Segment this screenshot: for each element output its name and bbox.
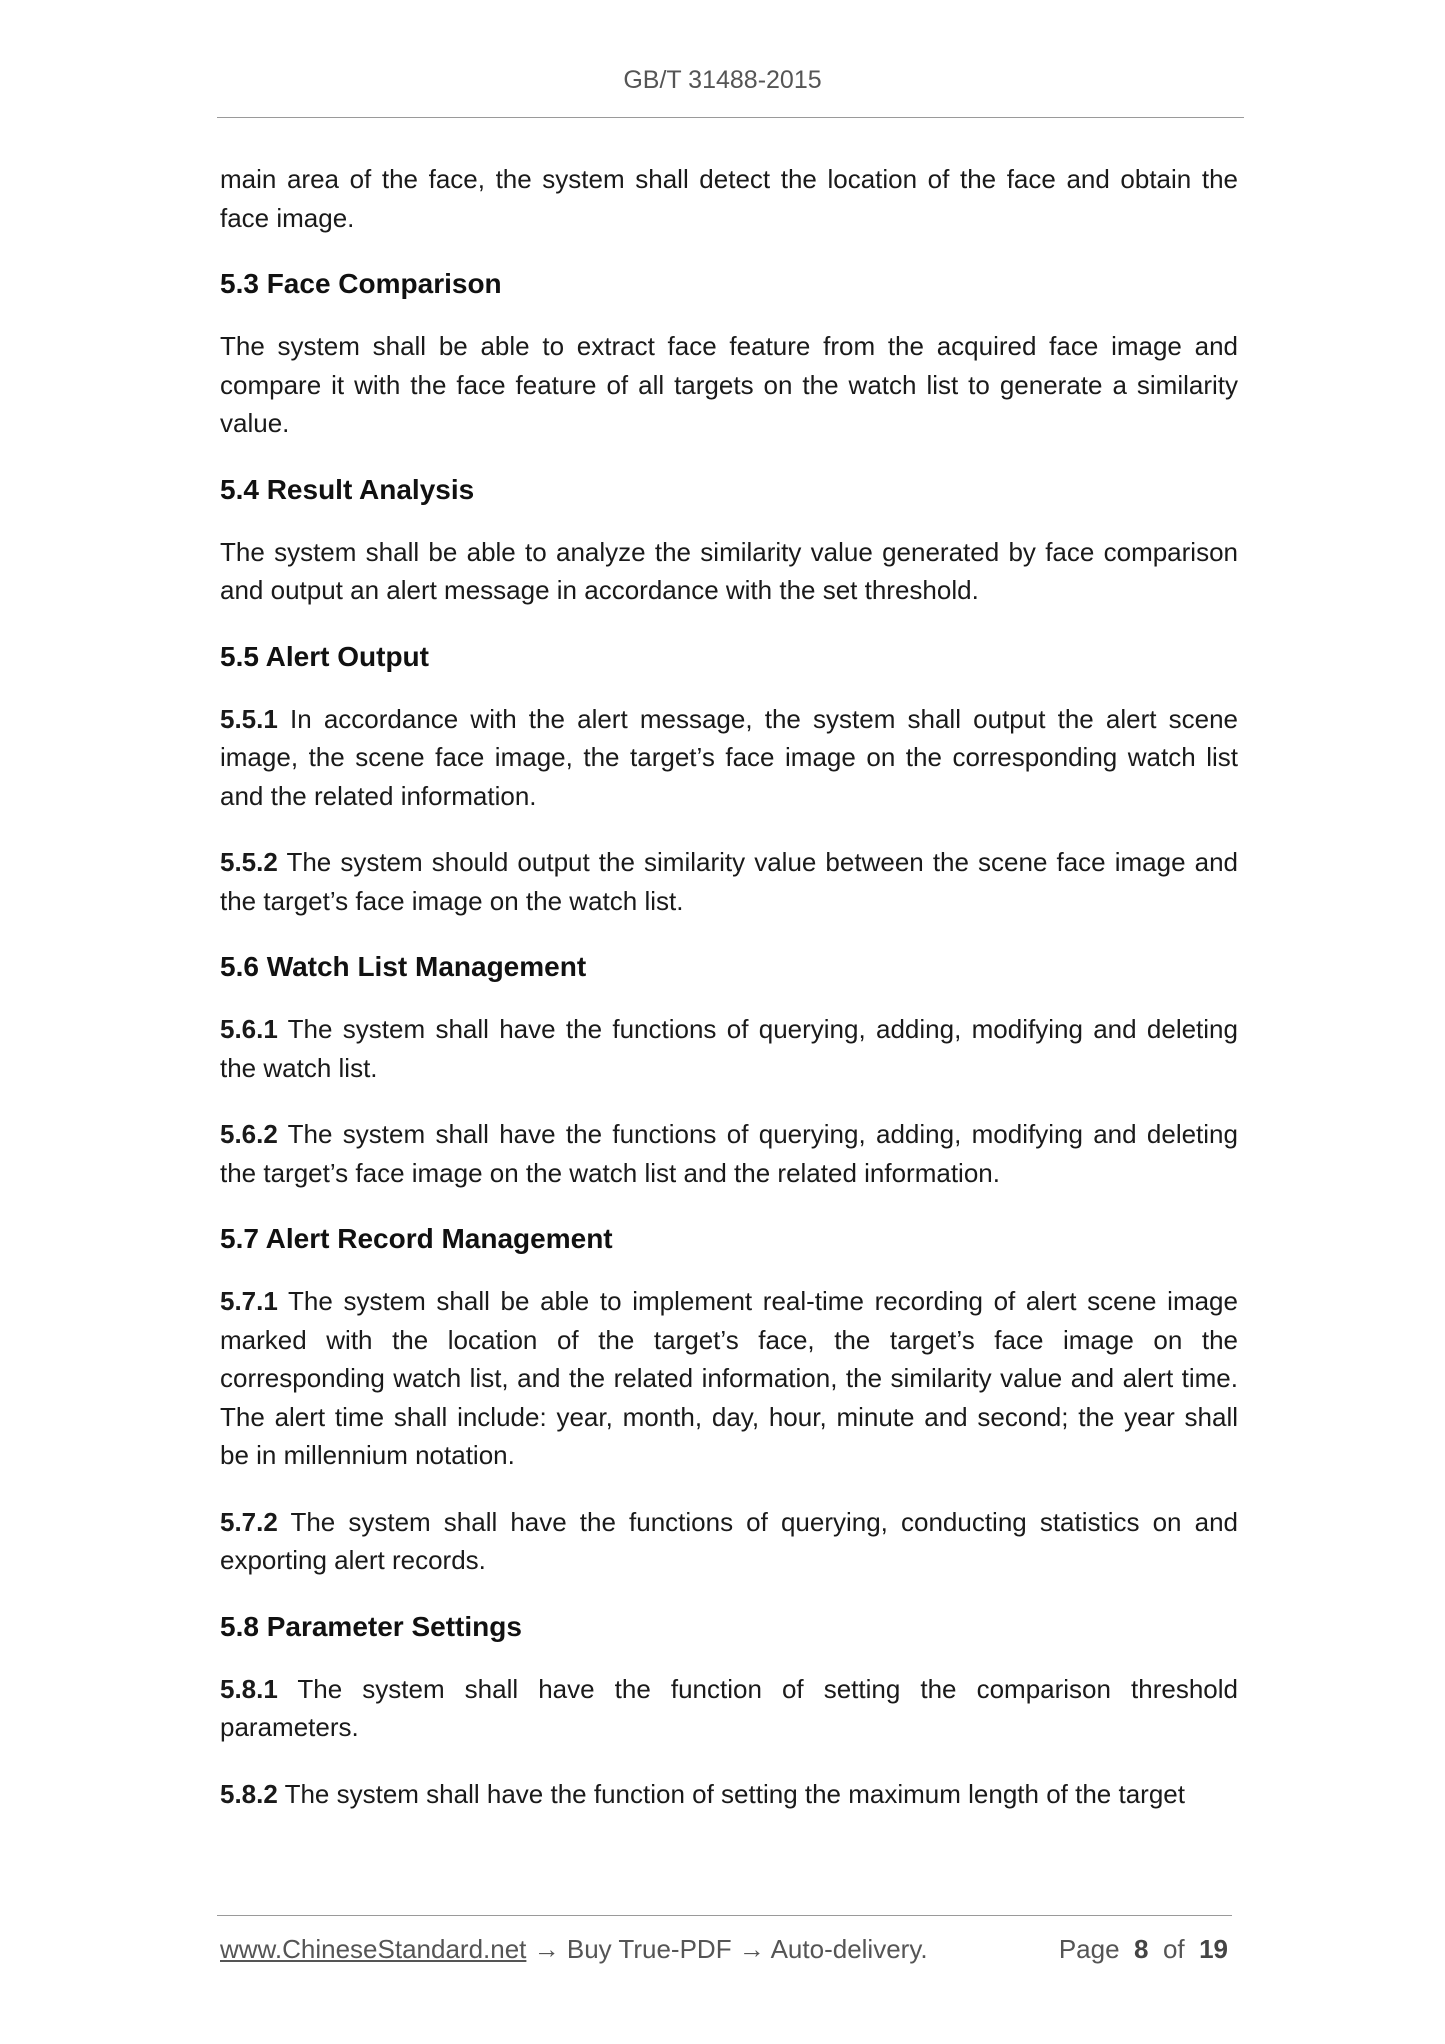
paragraph-text: The system shall have the functions of querying, adding, modifying and deleting the target’s face image on the watch list and the related information.	[220, 1119, 1238, 1188]
clause-number: 5.7.2	[220, 1506, 278, 1537]
page-indicator	[1059, 1934, 1228, 1965]
footer-left	[220, 1934, 928, 1965]
paragraph-text: The system shall have the functions of querying, conducting statistics on and exporting alert records.	[220, 1506, 1238, 1575]
paragraph	[220, 1010, 1238, 1087]
paragraph	[220, 327, 1238, 443]
section-heading: 5.6 Watch List Management	[220, 951, 587, 982]
document-body	[220, 160, 1238, 1841]
clause-number: 5.8.1	[220, 1673, 278, 1704]
section-heading: 5.3 Face Comparison	[220, 268, 502, 299]
paragraph	[220, 843, 1238, 920]
paragraph-text: main area of the face, the system shall detect the location of the face and obtain the face image.	[220, 164, 1238, 233]
clause-number: 5.5.1	[220, 703, 278, 734]
website-link[interactable]: www.ChineseStandard.net	[220, 1934, 527, 1964]
paragraph-text: The system shall have the function of setting the maximum length of the target	[284, 1778, 1185, 1809]
page-header-title: GB/T 31488-2015	[623, 66, 822, 94]
clause-number: 5.7.1	[220, 1286, 278, 1316]
section-heading: 5.5 Alert Output	[220, 640, 429, 672]
clause-number: 5.6.2	[220, 1119, 278, 1149]
paragraph-text: The system shall be able to implement real-time recording of alert scene image marked with the location of the target’s face, the target’s face image on the corresponding watch list, and the related information, the similarity value and alert time. The alert time shall include: year, month, day, hour, minute and second; the year shall be in millennium notation.	[220, 1286, 1238, 1470]
page-number: 8	[1134, 1934, 1149, 1964]
paragraph	[220, 1115, 1238, 1192]
section-heading: 5.8 Parameter Settings	[220, 1610, 522, 1642]
clause-number: 5.8.2	[220, 1778, 278, 1809]
header-divider	[217, 117, 1244, 118]
paragraph-text: The system shall have the functions of querying, adding, modifying and deleting the watch list.	[220, 1014, 1238, 1083]
clause-number: 5.6.1	[220, 1014, 278, 1044]
page-label: Page	[1058, 1934, 1120, 1964]
paragraph-text: The system shall be able to analyze the similarity value generated by face comparison and output an alert message in accordance with the set threshold.	[220, 536, 1238, 605]
of-label: of	[1162, 1934, 1185, 1964]
paragraph	[220, 1775, 1238, 1814]
section-heading: 5.4 Result Analysis	[220, 473, 475, 505]
paragraph-text: In accordance with the alert message, the system shall output the alert scene image, the scene face image, the target’s face image on the corresponding watch list and the related information.	[220, 703, 1239, 811]
paragraph	[220, 1670, 1238, 1747]
footer-divider	[217, 1915, 1232, 1916]
section-heading: 5.7 Alert Record Management	[220, 1223, 613, 1254]
page-total: 19	[1199, 1934, 1228, 1964]
clause-number: 5.5.2	[220, 847, 278, 877]
paragraph	[220, 700, 1238, 816]
paragraph-text: The system should output the similarity value between the scene face image and the target’s face image on the watch list.	[220, 847, 1238, 916]
footer-promo-text: → Buy True-PDF → Auto-delivery.	[533, 1934, 928, 1964]
paragraph	[220, 1282, 1238, 1475]
paragraph-text: The system shall be able to extract face feature from the acquired face image and compare it with the face feature of all targets on the watch list to generate a similarity value.	[220, 331, 1238, 438]
paragraph	[220, 1503, 1238, 1580]
paragraph	[220, 160, 1238, 237]
paragraph-text: The system shall have the function of setting the comparison threshold parameters.	[220, 1673, 1238, 1742]
paragraph	[220, 533, 1238, 610]
